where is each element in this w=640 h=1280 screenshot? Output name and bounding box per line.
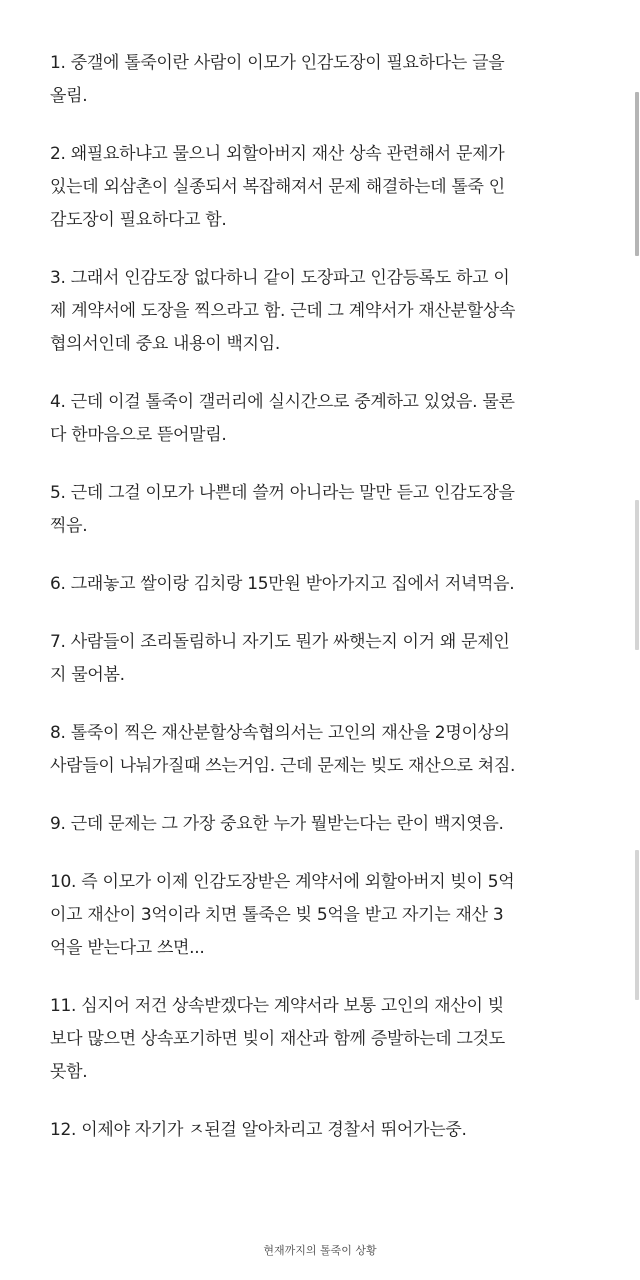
post-line: 12. 이제야 자기가 ㅈ된걸 알아차리고 경찰서 뛰어가는중. (50, 1120, 467, 1140)
list-item (50, 866, 610, 965)
post-line: 제 계약서에 도장을 찍으라고 함. 근데 그 계약서가 재산분할상속 (50, 301, 516, 321)
post-line: 3. 그래서 인감도장 없다하니 같이 도장파고 인감등록도 하고 이 (50, 268, 510, 288)
post-line: 올림. (50, 86, 88, 106)
post-line: 8. 톨죽이 찍은 재산분할상속협의서는 고인의 재산을 2명이상의 (50, 723, 510, 743)
post-line: 못함. (50, 1062, 88, 1082)
post-line: 보다 많으면 상속포기하면 빚이 재산과 함께 증발하는데 그것도 (50, 1029, 505, 1049)
post-body (50, 47, 610, 1172)
scrollbar[interactable] (634, 0, 640, 1280)
post-line: 9. 근데 문제는 그 가장 중요한 누가 뭘받는다는 란이 백지엿음. (50, 814, 504, 834)
post-line: 협의서인데 중요 내용이 백지임. (50, 334, 281, 354)
scrollbar-thumb-faint (635, 850, 639, 1000)
post-line: 5. 근데 그걸 이모가 나쁜데 쓸꺼 아니라는 말만 듣고 인감도장을 (50, 483, 515, 503)
list-item (50, 386, 610, 452)
image-caption: 현재까지의 톨죽이 상황 (263, 1244, 377, 1257)
list-item (50, 1114, 610, 1147)
post-line: 찍음. (50, 516, 88, 536)
post-line: 이고 재산이 3억이라 치면 톨죽은 빚 5억을 받고 자기는 재산 3 (50, 905, 504, 925)
list-item (50, 717, 610, 783)
post-line: 감도장이 필요하다고 함. (50, 210, 227, 230)
list-item (50, 138, 610, 237)
post-line: 사람들이 나눠가질때 쓰는거임. 근데 문제는 빚도 재산으로 쳐짐. (50, 756, 516, 776)
list-item (50, 568, 610, 601)
post-line: 1. 중갤에 톨죽이란 사람이 이모가 인감도장이 필요하다는 글을 (50, 53, 505, 73)
post-line: 억을 받는다고 쓰면... (50, 938, 205, 958)
post-line: 있는데 외삼촌이 실종되서 복잡해져서 문제 해결하는데 톨죽 인 (50, 177, 505, 197)
post-line: 다 한마음으로 뜯어말림. (50, 425, 227, 445)
scrollbar-thumb[interactable] (635, 92, 639, 256)
post-line: 11. 심지어 저건 상속받겠다는 계약서라 보통 고인의 재산이 빚 (50, 996, 504, 1016)
post-line: 6. 그래놓고 쌀이랑 김치랑 15만원 받아가지고 집에서 저녁먹음. (50, 574, 515, 594)
list-item (50, 990, 610, 1089)
list-item (50, 477, 610, 543)
post-line: 10. 즉 이모가 이제 인감도장받은 계약서에 외할아버지 빚이 5억 (50, 872, 515, 892)
list-item (50, 626, 610, 692)
post-line: 지 물어봄. (50, 665, 125, 685)
post-line: 7. 사람들이 조리돌림하니 자기도 뭔가 싸햇는지 이거 왜 문제인 (50, 632, 510, 652)
list-item (50, 47, 610, 113)
scrollbar-thumb-faint (635, 500, 639, 650)
post-line: 4. 근데 이걸 톨죽이 갤러리에 실시간으로 중계하고 있었음. 물론 (50, 392, 515, 412)
list-item (50, 808, 610, 841)
post-line: 2. 왜필요하냐고 물으니 외할아버지 재산 상속 관련해서 문제가 (50, 144, 505, 164)
list-item (50, 262, 610, 361)
